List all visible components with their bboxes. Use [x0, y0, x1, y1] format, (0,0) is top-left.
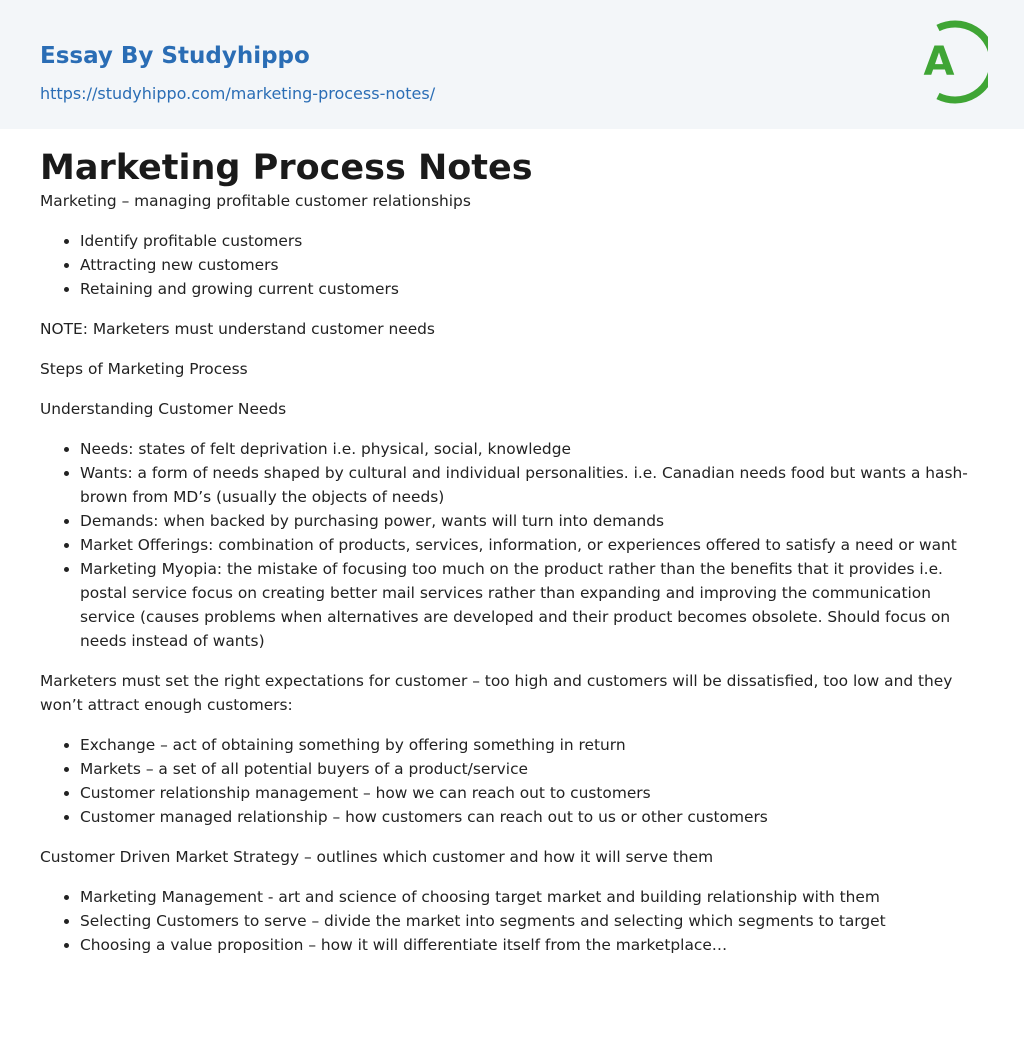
list-item: • Attracting new customers	[80, 253, 984, 277]
exchange-concepts-list	[40, 733, 984, 829]
list-item: • Customer relationship management – how we can reach out to customers	[80, 781, 984, 805]
strategy-paragraph: Customer Driven Market Strategy – outlines which customer and how it will serve them	[40, 848, 714, 866]
logo-letter: A	[923, 39, 955, 85]
understanding-paragraph: Understanding Customer Needs	[40, 400, 287, 418]
list-item: • Markets – a set of all potential buyers of a product/service	[80, 757, 984, 781]
list-item: • Retaining and growing current customers	[80, 277, 984, 301]
site-header	[0, 0, 1024, 129]
customer-goals-list	[40, 229, 984, 301]
list-item: • Needs: states of felt deprivation i.e. physical, social, knowledge	[80, 437, 984, 461]
article-title: Marketing Process Notes	[40, 148, 533, 188]
list-item: • Wants: a form of needs shaped by cultural and individual personalities. i.e. Canadian needs food but wants a hash-brown from MD’s (usually the objects of needs)	[80, 461, 984, 509]
customer-needs-list	[40, 437, 984, 653]
list-item: • Customer managed relationship – how customers can reach out to us or other customers	[80, 805, 984, 829]
strategy-list	[40, 885, 984, 957]
steps-paragraph: Steps of Marketing Process	[40, 360, 248, 378]
list-item: • Market Offerings: combination of products, services, information, or experiences offered to satisfy a need or want	[80, 533, 984, 557]
list-item: • Choosing a value proposition – how it will differentiate itself from the marketplace…	[80, 933, 984, 957]
site-brand[interactable]: Essay By Studyhippo	[40, 43, 310, 69]
studyhippo-logo-icon[interactable]	[910, 18, 988, 106]
article	[0, 129, 1024, 957]
list-item: • Identify profitable customers	[80, 229, 984, 253]
expectations-paragraph: Marketers must set the right expectations for customer – too high and customers will be dissatisfied, too low and they won’t attract enough customers:	[40, 672, 953, 714]
list-item: • Demands: when backed by purchasing power, wants will turn into demands	[80, 509, 984, 533]
note-paragraph: NOTE: Marketers must understand customer needs	[40, 320, 435, 338]
list-item: • Selecting Customers to serve – divide the market into segments and selecting which segments to target	[80, 909, 984, 933]
intro-paragraph: Marketing – managing profitable customer relationships	[40, 192, 471, 210]
list-item: • Marketing Management - art and science of choosing target market and building relationship with them	[80, 885, 984, 909]
list-item: • Exchange – act of obtaining something by offering something in return	[80, 733, 984, 757]
article-url-link[interactable]: https://studyhippo.com/marketing-process-notes/	[40, 84, 436, 103]
list-item: • Marketing Myopia: the mistake of focusing too much on the product rather than the benefits that it provides i.e. postal service focus on creating better mail services rather than expanding and improving the communication service (causes problems when alternatives are developed and their product becomes obsolete. Should focus on needs instead of wants)	[80, 557, 984, 653]
